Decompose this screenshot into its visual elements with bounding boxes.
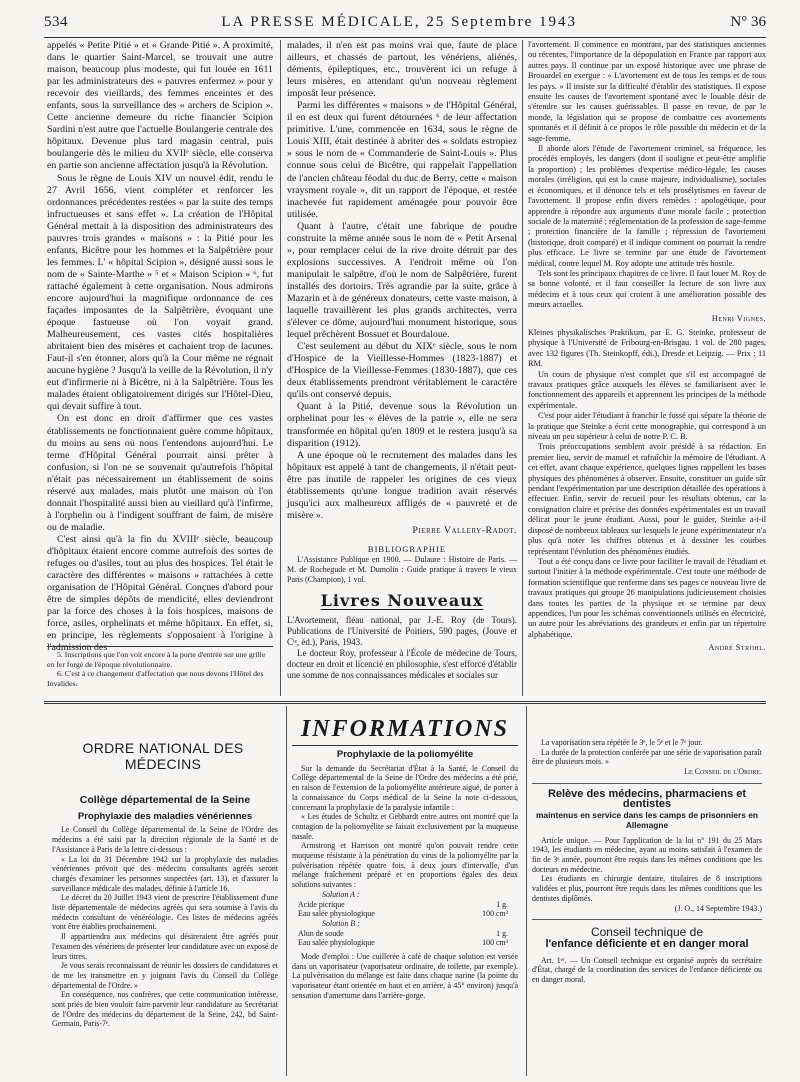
quantity: 1 g. — [496, 928, 508, 938]
quantity: 100 cm³ — [482, 938, 508, 948]
footnotes — [47, 650, 273, 688]
article-paragraph: On est donc en droit d'affirmer que ces vastes établissements ne fonctionnaient guère comme hôpitaux, du moins au sens où nous l'entendons aujourd'hui. Le terme d'Hôpital Général pourrait ainsi prêter à confusion, si l'on ne se souvenait qu'autrefois l'hôpital n'était pas nécessairement un établissement de soins réservé aux malades, mais plutôt une maison où l'on donnait l'hospitalité aussi bien au vieillard qu'à l'infirme, à l'orphelin ou à l'indigent souffrant de faim, de misère ou de maladie. — [47, 413, 273, 533]
article-paragraph: A une époque où le recrutement des malades dans les hôpitaux est appelé à tant de changements, il n'était peut-être pas inutile de rappeler les origines de ces vieux établissements qu'une longue tradition avait réservés jusqu'ici aux malheureux affligés de « pauvreté et de misère ». — [287, 449, 517, 521]
bottom-column-2 — [292, 750, 518, 1070]
notice-paragraph: Le Conseil du Collège départemental de la Seine de l'Ordre des médecins a été saisi par la direction régionale de la Santé et de l'Assistance à Paris de la lettre ci-dessous : — [52, 825, 278, 854]
article-paragraph: malades, il n'en est pas moins vrai que, faute de place ailleurs, et chassés de partout, les vénériens, aliénés, déments, épileptiques, etc., trouvèrent ici un refuge à leurs misères, en attendant qu'un nouveau règlement imposât leur présence. — [287, 40, 517, 100]
author-signature: Pierre Vallery-Radot. — [412, 524, 517, 536]
column-divider — [280, 40, 281, 696]
conseil-heading: Conseil technique de — [590, 925, 704, 940]
page-number: 534 — [44, 14, 68, 30]
article-column-2 — [287, 40, 517, 681]
notice-paragraph: Article unique. — Pour l'application de la loi n° 191 du 25 Mars 1943, les étudiants en médecine, ayant au moins satisfait à l'examen de fin de 3ᵉ année, pourront être requis dans les mêmes conditions que les docteurs en médecine. — [532, 835, 762, 874]
subsection-heading: Prophylaxie des maladies vénériennes — [77, 810, 253, 822]
article-paragraph: Sous le règne de Louis XIV un nouvel édit, rendu le 27 Avril 1656, vient compléter et renforcer les ordonnances précédentes restées « par la suite des temps infructueuses et sans effet ». La création de l'Hôpital Général mettait à la disposition des administrateurs des pauvres trois grandes « maisons » : la Pitié pour les enfants, Bicêtre pour les hommes et la Salpêtrière pour les femmes. L' « hôpital Scipion », désigné aussi sous le nom de « Sainte-Marthe » ⁵ et « Maison Scipion » ⁶, fut rattaché également à cette organisation. Nous admirons encore aujourd'hui la magnifique ordonnance de ces façades imposantes de la Salpêtrière, évoquant une époque fastueuse où l'on voyait grand. Malheureusement, ces vastes cités hospitalières abritaient bien des misères et cachaient trop de lacunes. Faut-il s'en étonner, alors qu'à la Cour même ne régnait aucune hygiène ? Jusqu'à la veille de la Révolution, il n'y eut d'infirmerie ni à Bicêtre, ni à la Salpêtrière. Tous les malades étaient obligatoirement dirigés sur l'Hôtel-Dieu, qui devait suffire à tout. — [47, 172, 273, 413]
column-divider — [526, 706, 527, 1076]
book-review-text: Trois préoccupations semblent avoir présidé à sa rédaction. En premier lieu, servir de manuel et rafraîchir la mémoire de l'étudiant. A cet effet, avant chaque expérience, quelques lignes rappellent les bases physiques des phénomènes à observer. Ensuite, constituer un guide sûr pendant l'expérimentation par une description détaillée des opérations à effectuer. Enfin, servir de recueil pour les résultats obtenus, car la consignation claire et précise des données expérimentales est un travail délicat pour le jeune étudiant. Aussi, pour le guider, Steinke a-t-il disposé de nombreux tableaux sur lesquels le jeune expérimentateur n'a plus qu'à noter les chiffres obtenus et à dessiner les courbes représentant l'évolution des phénomènes étudiés. — [528, 442, 766, 556]
reviewer-signature: Henri Vignes. — [711, 313, 766, 323]
book-title: Kleines physikalisches Praktikum, par E. G. Steinke, professeur de physique à l'Université de Fribourg-en-Brisgau. 1 vol. de 280 pages, avec 132 figures (Th. Steinkopff, édi.), Dresde et Leipzig. — Prix : 11 RM. — [528, 327, 766, 369]
book-review-text: Un cours de physique n'est complet que s'il est accompagné de travaux pratiques grâce auxquels les élèves se familiarisent avec le fonctionnement des appareils et apprennent les principes de la méthode expérimentale. — [528, 369, 766, 410]
notice-paragraph: Le décret du 20 Juillet 1943 vient de prescrire l'établissement d'une liste départementale de médecins agréés qui sera soumise à l'avis du médecin consultant de vénéréologie. Ces listes de médecins agréés vont être établies prochainement. — [52, 893, 278, 932]
book-title: L'Avortement, fléau national, par J.-E. Roy (de Tours). Publications de l'Université de Poitiers, 590 pages, (Jouve et Cⁱᵉ, éd.), Paris, 1943. — [287, 615, 517, 648]
notice-paragraph: Les étudiants en chirurgie dentaire, titulaires de 8 inscriptions validées et plus, pourront être requis dans les mêmes conditions que les dentistes diplômés. — [532, 874, 762, 903]
notice-paragraph: La vaporisation sera répétée le 3ᵉ, le 5ᵉ et le 7ᵉ jour. — [541, 738, 703, 747]
livres-nouveaux-heading: Livres Nouveaux — [320, 590, 484, 610]
journal-officiel-date: (J. O., 14 Septembre 1943.) — [674, 903, 762, 913]
ingredient: Eau salée physiologique — [298, 909, 375, 919]
notice-paragraph: Armstrong et Harrison ont montré qu'on pouvait rendre cette muqueuse résistante à la pénétration du virus de la poliomyélite par la pulvérisation répétée quatre fois, à deux jours d'intervalle, d'un mélange fraîchement préparé et en proportions égales des deux solutions suivantes : — [292, 841, 518, 890]
informations-heading: INFORMATIONS — [300, 716, 510, 742]
mode-emploi: Mode d'emploi : Une cuillerée à café de chaque solution est versée dans un vaporisateur (vaporisateur ordinaire, de toilette, par exemple). La pulvérisation du mélange est faite dans chaque narine (la pointe du vaporisateur étant orientée en haut et en arrière, à 45° environ) jusqu'à sensation d'amertume dans l'arrière-gorge. — [292, 952, 518, 1000]
section-divider — [44, 701, 766, 704]
solution-b-label: Solution B : — [322, 918, 360, 928]
solution-a-label: Solution A : — [322, 889, 360, 899]
reviewer-signature: André Strohl. — [708, 643, 766, 653]
page-header — [44, 14, 766, 36]
journal-title: LA PRESSE MÉDICALE, 25 Septembre 1943 — [221, 14, 578, 30]
releve-subheading: maintenus en service dans les camps de prisonniers en Allemagne — [535, 810, 759, 830]
book-review-1 — [287, 615, 517, 681]
column-divider — [522, 40, 523, 696]
ingredient: Acide picrique — [298, 899, 345, 909]
college-heading: Collège départemental de la Seine — [79, 794, 251, 806]
subsection-heading: Prophylaxie de la poliomyélite — [336, 749, 474, 760]
footnote: 6. C'est à ce changement d'affectation que nous devons l'Hôtel des Invalides. — [47, 669, 264, 688]
bottom-column-1 — [52, 790, 278, 1070]
ordre-heading: ORDRE NATIONAL DES MÉDECINS — [82, 740, 244, 772]
quantity: 100 cm³ — [482, 909, 508, 919]
bibliography-text: L'Assistance Publique en 1900. — Dulaure : Histoire de Paris. — M. de Rochegude et M. Dumolin : Guide pratique à travers le vieux Paris (Champion), 1 vol. — [287, 554, 517, 584]
book-review-text: C'est pour aider l'étudiant à franchir le fossé qui sépare la théorie de la pratique que Steinke a écrit cette monographie, qui correspond à un niveau un peu supérieur à celui de notre P. C. B. — [528, 411, 766, 442]
column-divider — [286, 706, 287, 1076]
quantity: 1 g. — [496, 899, 508, 909]
article-paragraph: Quant à la Pitié, devenue sous la Révolution un orphelinat pour les « élèves de la patrie », elle ne sera transformée en hôpital qu'en 1809 et le restera jusqu'à sa disparition (1912). — [287, 401, 517, 449]
formula-row — [292, 938, 518, 948]
book-review-text: l'avortement. Il commence en montrant, par des statistiques anciennes ou récentes, l'importance de la dépopulation en France par rapport aux autres pays. Il continue par un exposé historique avec une phrase de Brouardel en exergue : « L'avortement est de tous les temps et de tous les pays. » Il insiste sur la difficulté d'établir des statistiques. Il expose ensuite les causes de l'avortement spontané avec le louable désir de s'étendre sur les causes guérissables. Il passe en revue, de par le monde, la législation qui se propose de combattre ces avortements spontanés et il définit à ce propos le rôle possible du médecin et de la sage-femme. — [528, 40, 766, 143]
bottom-column-3 — [532, 738, 762, 1070]
notice-paragraph: Je vous serais reconnaissant de réunir les dossiers de candidatures et de me les transmettre en y joignant l'avis du Conseil du Collège départemental de l'Ordre. » — [52, 961, 278, 990]
ingredient: Alun de soude — [298, 928, 344, 938]
bibliography-heading: BIBLIOGRAPHIE — [367, 543, 447, 554]
notice-separator — [532, 783, 762, 784]
ingredient: Eau salée physiologique — [298, 938, 375, 948]
article-paragraph: C'est seulement au début du XIXᵉ siècle, sous le nom d'Hospice de la Vieillesse-Hommes (1823-1887) et d'Hospice de la Vieillesse-Femmes (1830-1887), que ces deux établissements prendront véritablement le caractère qu'ils ont conservé depuis. — [287, 341, 517, 401]
notice-paragraph: Sur la demande du Secrétariat d'État à la Santé, le Conseil du Collège départemental de la Seine de l'Ordre des médecins a été prié, en raison de l'extension de la poliomyélite antérieure aiguë, de porter à la connaissance du Corps médical de la Seine la note ci-dessous, concernant la prophylaxie de la paralysie infantile : — [292, 763, 518, 812]
footnote-rule — [47, 646, 273, 647]
notice-paragraph: « La loi du 31 Décembre 1942 sur la prophylaxie des maladies vénériennes prévoit que des médecins consultants agréés seront chargés d'examiner les personnes suspectées (art. 13), et d'assurer la surveillance médicale des malades, définie à l'article 16. — [52, 854, 278, 893]
formula-row — [292, 900, 518, 910]
formula-row — [292, 929, 518, 939]
notice-paragraph: En conséquence, nos confrères, que cette communication intéresse, sont priés de bien vouloir faire parvenir leur candidature au Secrétariat de l'Ordre des médecins du département de la Seine, 242, bd Saint-Germain, Paris-7ᵉ. — [52, 990, 278, 1029]
book-review-text: Il aborde alors l'étude de l'avortement criminel, sa fréquence, les procédés employés, les dangers (dont il souligne et peut-être amplifie la proportion) ; les problèmes d'expertise médico-légale, les causes morales (irréligion, qui est la cause majeure, individualisme), sociales et économiques, et il dénonce tels et tels prosélytismes en faveur de l'avortement. Il propose enfin divers remèdes : apologétique, pour apprendre à répondre aux arguments d'une morale facile ; protection sociale de la maternité ; réglementation de la profession de sage-femme ; protection financière de la famille ; répression de l'avortement (historique, droit comparé) et il indique comment on pourrait la rendre plus efficace. Le livre se termine par une étude de l'avortement médical, contre lequel M. Roy adopte une attitude très hostile. — [528, 144, 766, 268]
releve-heading: Relève des médecins, pharmaciens et dentistes — [547, 787, 747, 810]
conseil-heading-2: l'enfance déficiente et en danger moral — [545, 937, 749, 950]
book-review-text: Tout a été conçu dans ce livre pour faciliter le travail de l'étudiant et surtout l'initier à la méthode expérimentale. C'est toute une méthode de formation scientifique que renferme dans ses pages ce nouveau livre de travaux pratiques qui groupe 26 manipulations judicieusement choisies dans toutes les parties de la physique et se termine par deux appendices, l'un pour les schémas conventionnels utilisés en électricité, un autre pour les abréviations des grandeurs et enfin par un répertoire alphabétique. — [528, 556, 766, 639]
book-review-text: Tels sont les principaux chapitres de ce livre. Il faut louer M. Roy de sa bonne volonté, et il faut conseiller la lecture de son livre aux médecins et à tous ceux qui croient à une amélioration possible des mœurs actuelles. — [528, 268, 766, 310]
notice-paragraph: Il appartiendra aux médecins qui désireraient être agréés pour l'examen des vénériens de présenter leur candidature avec un exposé de leurs titres. — [52, 932, 278, 961]
issue-number: N° 36 — [730, 14, 766, 30]
notice-paragraph: Art. 1ᵉʳ. — Un Conseil technique est organisé auprès du secrétaire d'État, chargé de la coordination des services de l'enfance déficiente ou en danger moral. — [532, 955, 762, 985]
informations-rule — [292, 745, 518, 746]
article-paragraph: Parmi les différentes « maisons » de l'Hôpital Général, il en est deux qui furent détournées ⁶ de leur affectation primitive. L'une, commencée en 1634, sous le règne de Louis XIII, était destinée à abriter des « soldats estropiez » sous le nom de « Commanderie de Saint-Louis ». Plus connue sous celui de Bicêtre, qui rappelait l'appellation de l'ancien château féodal du duc de Berry, cette « maison vraysment royale », dit un rapport de l'époque, et restée inachevée fut rapidement aménagée pour pouvoir être utilisée. — [287, 100, 517, 220]
article-column-1 — [47, 40, 273, 654]
article-paragraph: C'est ainsi qu'à la fin du XVIIIᵉ siècle, beaucoup d'hôpitaux étaient encore comme autrefois des sortes de refuges ou d'asiles, tout au plus des hospices. Tel était le caractère des différentes « maisons » rattachées à cette organisation de l'Hôpital Général. Conçues d'abord pour être de simples dépôts de mendicité, elles deviendront par la force des choses à la fois hospices, maisons de force, asiles, orphelinats et même hôpitaux. En effet, si, en principe, les règlements s'opposaient à l'origine à l'admission des — [47, 533, 273, 654]
book-review-text: Le docteur Roy, professeur à l'École de médecine de Tours, docteur en droit et licencié en philosophie, s'est efforcé d'établir une somme de nos connaissances médicales et sociales sur — [287, 648, 517, 681]
article-paragraph: appelés « Petite Pitié » et « Grande Pitié ». A proximité, dans le quartier Saint-Marcel, se trouvait une autre maison, beaucoup plus modeste, qui fut louée en 1611 par les administrateurs des « pauvres enfermez » pour y recevoir des vieillards, des femmes enceintes et des enfants, sous la surveillance des « archers de Scipion ». Cette ancienne demeure du riche financier Scipion Sardini n'est autre que l'actuelle Boulangerie centrale des hôpitaux. Devenue plus tard magasin central, puis boulangerie dès le milieu du XVIIᵉ siècle, elle conserva en partie son ancienne affectation jusqu'à la Révolution. — [47, 40, 273, 172]
article-paragraph: Quant à l'autre, c'était une fabrique de poudre construite la même année sous le nom de « Petit Arsenal », pour remplacer celui de la rive droite détruit par des explosions successives. A l'endroit même où l'on manipulait le salpêtre, d'où le nom de Salpêtrière, furent installés des dortoirs. Très agrandie par la suite, grâce à Mazarin et à de généreux donateurs, cette vaste maison, à laquelle travaillèrent les plus grands architectes, verra s'élever ce dôme, aujourd'hui monument historique, sous lequel prêchèrent Bossuet et Bourdaloue. — [287, 220, 517, 341]
notice-paragraph: La durée de la protection conférée par une série de vaporisation paraît être de plusieurs mois. » — [532, 747, 762, 767]
header-rule — [44, 37, 766, 38]
council-signature: Le Conseil de l'Ordre. — [684, 767, 762, 777]
footnote: 5. Inscriptions que l'on voit encore à la porte d'entrée sur une grille en fer forgé de l'époque révolutionnaire. — [47, 650, 266, 669]
article-column-3 — [528, 40, 766, 700]
notice-separator — [532, 919, 762, 920]
formula-row — [292, 909, 518, 919]
notice-paragraph: « Les études de Schultz et Gebhardt entre autres ont montré que la contagion de la poliomyélite se faisait exclusivement par la muqueuse nasale. — [292, 812, 518, 841]
